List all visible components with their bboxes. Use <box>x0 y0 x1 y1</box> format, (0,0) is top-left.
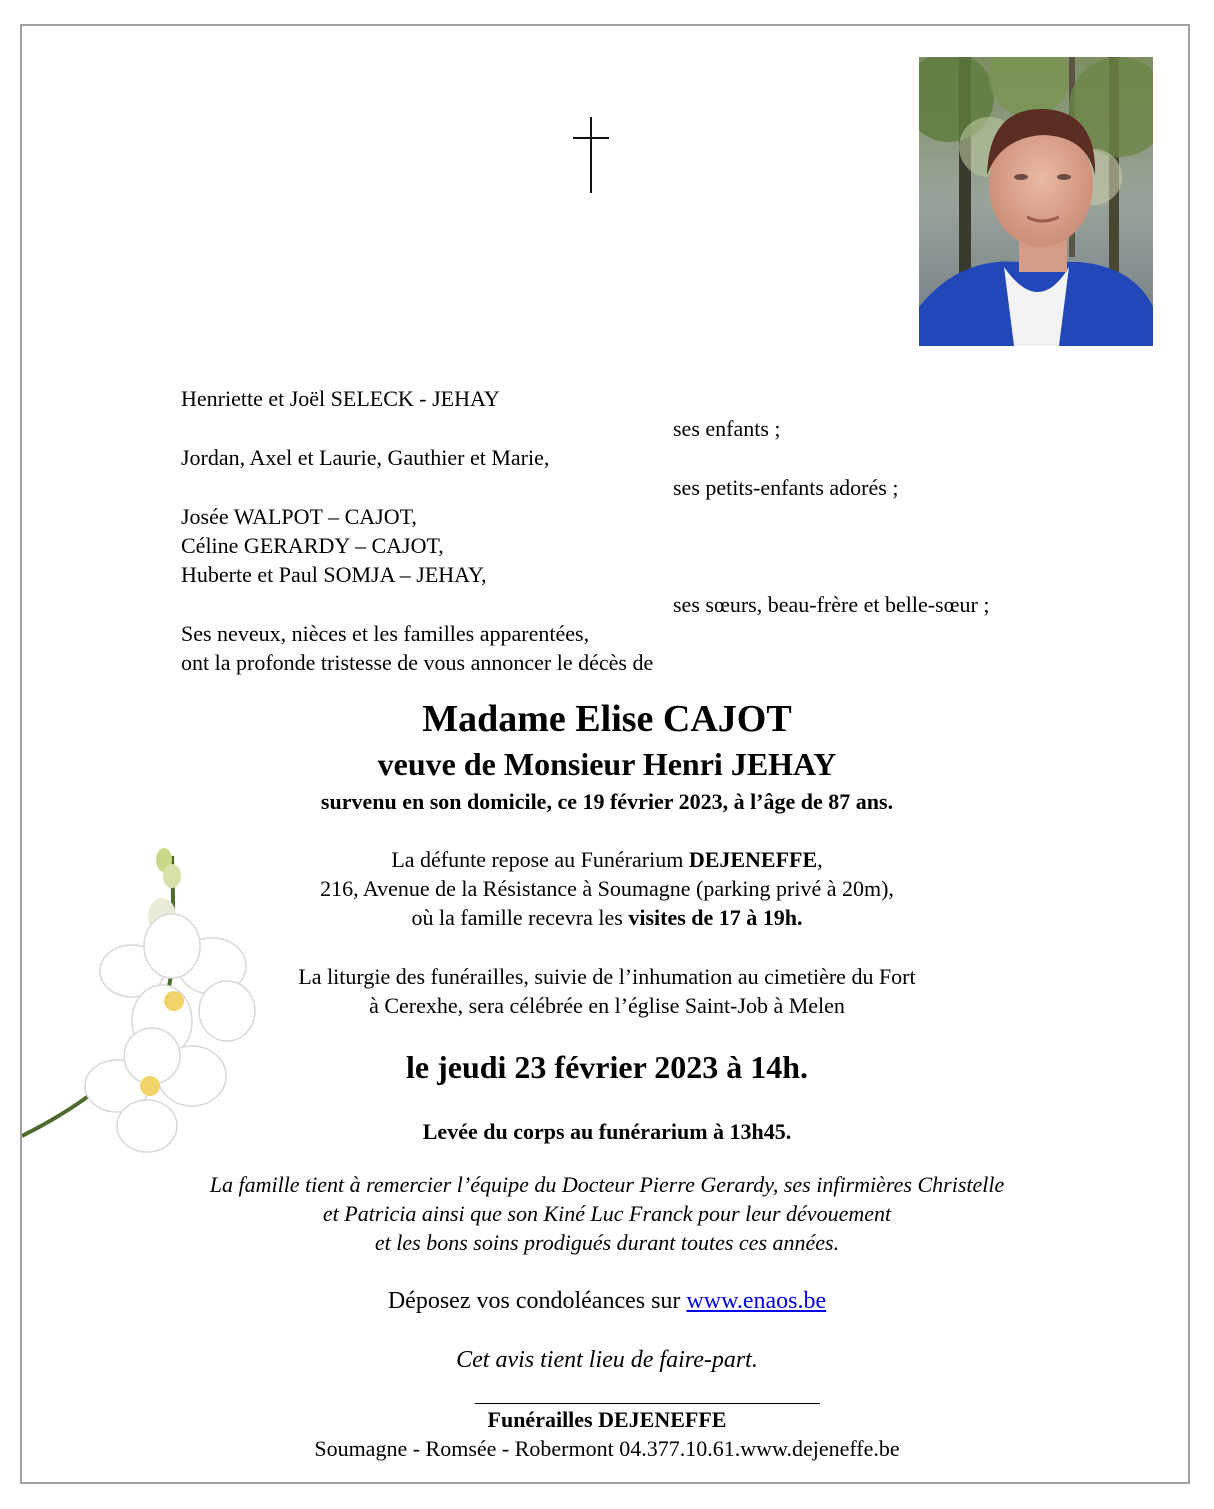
deceased-name: Madame Elise CAJOT <box>422 698 792 740</box>
funeral-date: le jeudi 23 février 2023 à 14h. <box>405 1049 808 1085</box>
children-names: Henriette et Joël SELECK - JEHAY <box>181 386 500 411</box>
relatives: Ses neveux, nièces et les familles apparentées, <box>181 621 590 646</box>
portrait-photo <box>919 57 1153 346</box>
sibling-2: Céline GERARDY – CAJOT, <box>181 533 444 558</box>
death-info: survenu en son domicile, ce 19 février 2023, à l’âge de 87 ans. <box>320 789 894 814</box>
grandchildren-names: Jordan, Axel et Laurie, Gauthier et Marie, <box>181 445 550 470</box>
notice: Cet avis tient lieu de faire-part. <box>456 1347 758 1373</box>
announcement: ont la profonde tristesse de vous annoncer le décès de <box>181 650 654 675</box>
grandchildren-role: ses petits-enfants adorés ; <box>673 475 899 500</box>
thanks-line-2: et Patricia ainsi que son Kiné Luc Franck pour leur dévouement <box>322 1201 892 1226</box>
children-role: ses enfants ; <box>673 416 781 441</box>
condolences-text: Déposez vos condoléances sur <box>387 1288 687 1314</box>
deceased-spouse: veuve de Monsieur Henri JEHAY <box>377 746 837 782</box>
liturgy-line-1: La liturgie des funérailles, suivie de l’inhumation au cimetière du Fort <box>298 964 916 989</box>
repose-line-3: où la famille recevra les visites de 17 à 19h. <box>411 905 803 930</box>
repose-line-2: 216, Avenue de la Résistance à Soumagne (parking privé à 20m), <box>320 876 894 901</box>
thanks-line-1: La famille tient à remercier l’équipe du Docteur Pierre Gerardy, ses infirmières Christelle <box>209 1172 1005 1197</box>
siblings-role: ses sœurs, beau-frère et belle-sœur ; <box>673 592 990 617</box>
liturgy-line-2: à Cerexhe, sera célébrée en l’église Saint-Job à Melen <box>369 993 845 1018</box>
sibling-1: Josée WALPOT – CAJOT, <box>181 504 417 529</box>
condolences <box>0 1286 1214 1316</box>
footer-company: Funérailles DEJENEFFE <box>487 1407 727 1432</box>
levee-du-corps: Levée du corps au funérarium à 13h45. <box>422 1119 792 1144</box>
footer-contact: Soumagne - Romsée - Robermont 04.377.10.61.www.dejeneffe.be <box>314 1436 900 1461</box>
thanks-line-3: et les bons soins prodigués durant toutes ces années. <box>374 1230 840 1255</box>
repose-line-1: La défunte repose au Funérarium DEJENEFFE, <box>391 847 823 872</box>
sibling-3: Huberte et Paul SOMJA – JEHAY, <box>181 562 487 587</box>
condolences-link[interactable]: www.enaos.be <box>686 1288 827 1314</box>
footer-divider <box>475 1403 820 1404</box>
cross-icon <box>573 117 609 193</box>
